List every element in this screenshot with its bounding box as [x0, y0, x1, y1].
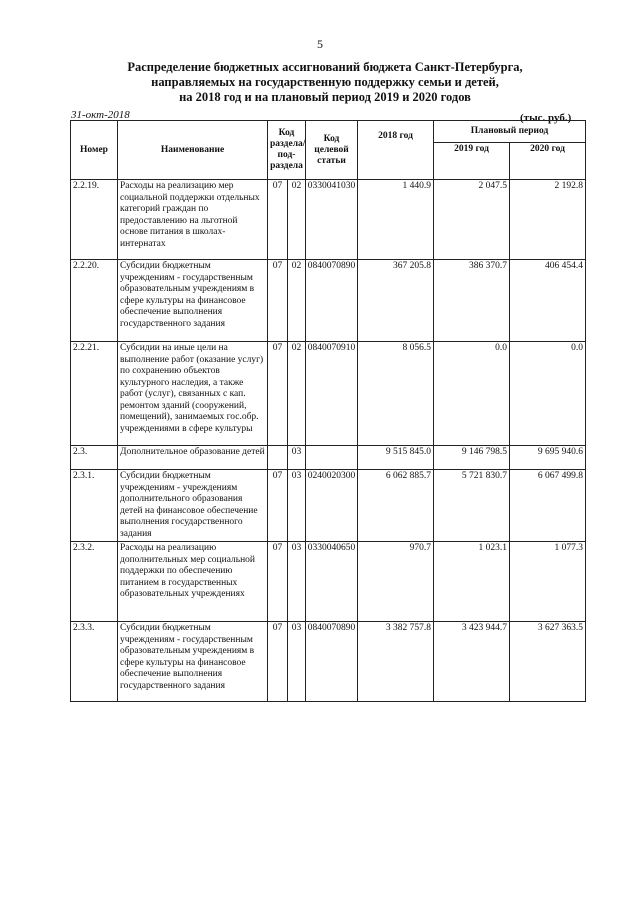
- header-2019: 2019 год: [434, 143, 510, 180]
- row-value-2020: 0.0: [510, 342, 586, 446]
- row-section: 07: [268, 622, 288, 702]
- row-subsection: 02: [288, 180, 306, 260]
- row-subsection: 03: [288, 446, 306, 470]
- row-subsection: 02: [288, 260, 306, 342]
- row-target-code: 0240020300: [306, 470, 358, 542]
- row-section: 07: [268, 180, 288, 260]
- row-value-2018: 3 382 757.8: [358, 622, 434, 702]
- title-line-1: Распределение бюджетных ассигнований бюджета Санкт-Петербурга,: [127, 60, 523, 74]
- page-number: 5: [317, 37, 323, 51]
- document-title: [60, 60, 590, 105]
- row-target-code: 0330041030: [306, 180, 358, 260]
- row-value-2018: 6 062 885.7: [358, 470, 434, 542]
- row-section: 07: [268, 470, 288, 542]
- row-target-code: 0840070910: [306, 342, 358, 446]
- row-section: 07: [268, 260, 288, 342]
- row-name: Субсидии бюджетным учреждениям - государственным образовательным учреждениям в сфере культуры на финансовое обеспечение выполнения государственного задания: [118, 622, 268, 702]
- row-number: 2.3.3.: [71, 622, 118, 702]
- table-row: [71, 260, 586, 342]
- row-value-2018: 8 056.5: [358, 342, 434, 446]
- row-value-2019: 0.0: [434, 342, 510, 446]
- row-value-2020: 1 077.3: [510, 542, 586, 622]
- title-line-2: направляемых на государственную поддержку семьи и детей,: [151, 75, 499, 89]
- row-name: Субсидии бюджетным учреждениям - государственным образовательным учреждениям в сфере культуры на финансовое обеспечение выполнения государственного задания: [118, 260, 268, 342]
- row-value-2019: 9 146 798.5: [434, 446, 510, 470]
- row-name: Расходы на реализацию мер социальной поддержки отдельных категорий граждан по предоставлению на льготной основе питания в школах-интернатах: [118, 180, 268, 260]
- row-value-2020: 6 067 499.8: [510, 470, 586, 542]
- row-value-2020: 406 454.4: [510, 260, 586, 342]
- table-row: [71, 446, 586, 470]
- row-subsection: 03: [288, 622, 306, 702]
- row-target-code: 0840070890: [306, 622, 358, 702]
- row-number: 2.3.1.: [71, 470, 118, 542]
- row-number: 2.3.: [71, 446, 118, 470]
- row-section: 07: [268, 542, 288, 622]
- row-value-2018: 367 205.8: [358, 260, 434, 342]
- budget-table: [70, 120, 586, 702]
- row-number: 2.3.2.: [71, 542, 118, 622]
- row-subsection: 02: [288, 342, 306, 446]
- row-number: 2.2.19.: [71, 180, 118, 260]
- row-number: 2.2.21.: [71, 342, 118, 446]
- row-target-code: 0330040650: [306, 542, 358, 622]
- header-plan-period: Плановый период: [434, 121, 586, 143]
- header-target-code: Код целевой статьи: [306, 121, 358, 180]
- row-subsection: 03: [288, 470, 306, 542]
- header-name: Наименование: [118, 121, 268, 180]
- header-2018: 2018 год: [358, 121, 434, 180]
- row-value-2018: 1 440.9: [358, 180, 434, 260]
- title-line-3: на 2018 год и на плановый период 2019 и 2020 годов: [179, 90, 471, 104]
- document-date: 31-окт-2018: [71, 109, 130, 121]
- row-number: 2.2.20.: [71, 260, 118, 342]
- row-section: [268, 446, 288, 470]
- table-row: [71, 622, 586, 702]
- row-target-code: [306, 446, 358, 470]
- row-value-2019: 386 370.7: [434, 260, 510, 342]
- row-value-2018: 970.7: [358, 542, 434, 622]
- row-name: Дополнительное образование детей: [118, 446, 268, 470]
- header-2020: 2020 год: [510, 143, 586, 180]
- units-label: (тыс. руб.): [520, 112, 572, 124]
- row-name: Субсидии на иные цели на выполнение работ (оказание услуг) по сохранению объектов культурного наследия, а также работ (услуг), связанных с кап. ремонтом зданий (сооружений, помещений), занимаемых гос.обр. учреждениями в сфере культуры: [118, 342, 268, 446]
- row-value-2020: 2 192.8: [510, 180, 586, 260]
- row-value-2019: 2 047.5: [434, 180, 510, 260]
- row-value-2018: 9 515 845.0: [358, 446, 434, 470]
- row-target-code: 0840070890: [306, 260, 358, 342]
- header-number: Номер: [71, 121, 118, 180]
- table-row: [71, 470, 586, 542]
- table-row: [71, 342, 586, 446]
- row-value-2020: 3 627 363.5: [510, 622, 586, 702]
- row-name: Расходы на реализацию дополнительных мер социальной поддержки по обеспечению питанием в государственных образовательных учреждениях: [118, 542, 268, 622]
- row-value-2019: 5 721 830.7: [434, 470, 510, 542]
- row-value-2019: 1 023.1: [434, 542, 510, 622]
- row-section: 07: [268, 342, 288, 446]
- table-row: [71, 180, 586, 260]
- row-name: Субсидии бюджетным учреждениям - учреждениям дополнительного образования детей на финансовое обеспечение выполнения государственного задания: [118, 470, 268, 542]
- header-section-code: Код раздела/ под-раздела: [268, 121, 306, 180]
- row-subsection: 03: [288, 542, 306, 622]
- table-row: [71, 542, 586, 622]
- row-value-2019: 3 423 944.7: [434, 622, 510, 702]
- row-value-2020: 9 695 940.6: [510, 446, 586, 470]
